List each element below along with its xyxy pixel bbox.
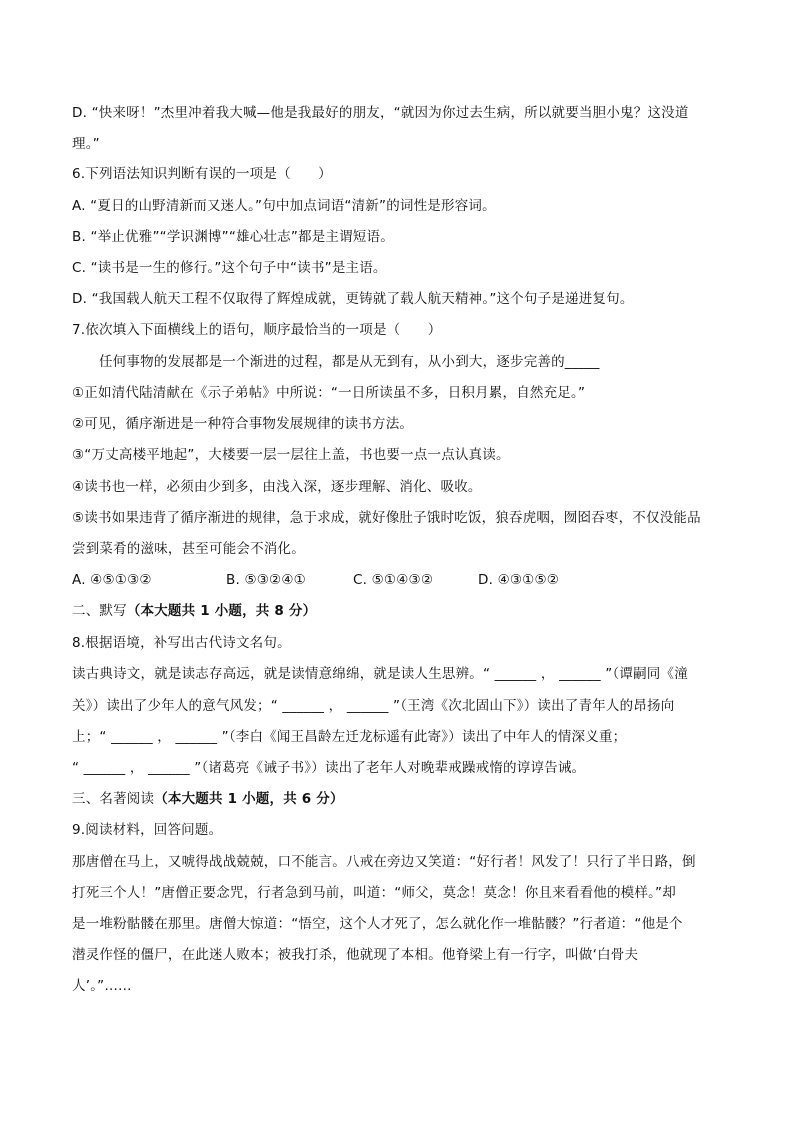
section-2-heading	[72, 601, 316, 621]
q7-sentence-5-line1: ⑤读书如果违背了循序渐进的规律，急于求成，就好像肚子饿时吃饭，狼吞虎咽，囫囵吞枣，不仅没能品	[72, 510, 701, 526]
section-3-title: 三、名著阅读	[72, 791, 155, 807]
q6-option-d: D. “我国载人航天工程不仅取得了辉煌成就，更铸就了载人航天精神。”这个句子是递进复句。	[72, 291, 634, 307]
q7-options-row	[72, 570, 559, 590]
q9-passage-line2: 打死三个人！”唐僧正要念咒，行者急到马前，叫道：“师父，莫念！莫念！你且来看看他的模样。”却	[72, 885, 676, 901]
q8-line2: 关》）读出了少年人的意气风发；“ ______ ， ______ ”（王湾《次北固山下》）读出了青年人的昂扬向	[72, 698, 675, 714]
q5-option-d-line1: D. “快来呀！”杰里冲着我大喊—他是我最好的朋友，“就因为你过去生病，所以就要当胆小鬼？这没道	[72, 105, 689, 121]
q9-passage-line3: 是一堆粉骷髅在那里。唐僧大惊道：“悟空，这个人才死了，怎么就化作一堆骷髅？”行者道：“他是个	[72, 916, 683, 932]
q7-sentence-2: ②可见，循序渐进是一种符合事物发展规律的读书方法。	[72, 416, 414, 432]
q7-option-b: B. ⑤③②④①	[226, 572, 306, 588]
q7-option-a: A. ④⑤①③②	[72, 572, 152, 588]
section-2-title: 二、默写	[72, 603, 127, 619]
q6-option-c: C. “读书是一生的修行。”这个句子中“读书”是主语。	[72, 260, 387, 276]
q7-sentence-5-line2: 尝到菜肴的滋味，甚至可能会不消化。	[72, 541, 305, 557]
q7-option-c: C. ⑤①④③②	[353, 572, 434, 588]
q7-option-d: D. ④③①⑤②	[478, 572, 560, 588]
q9-passage-line5: 人’。”……	[72, 978, 132, 994]
q5-option-d-line2: 理。”	[72, 136, 100, 152]
q7-sentence-4: ④读书也一样，必须由少到多，由浅入深，逐步理解、消化、吸收。	[72, 479, 482, 495]
q7-sentence-1: ①正如清代陆清献在《示子弟帖》中所说：“一日所读虽不多，日积月累，自然充足。”	[72, 385, 586, 401]
q9-passage-line1: 那唐僧在马上，又唬得战战兢兢，口不能言。八戒在旁边又笑道：“好行者！风发了！只行了半日路，倒	[72, 854, 696, 870]
q6-option-b: B. “举止优雅”“学识渊博”“雄心壮志”都是主谓短语。	[72, 229, 394, 245]
section-2-note: （本大题共 1 小题，共 8 分）	[126, 603, 317, 619]
q8-line3: 上；“ ______ ， ______ ”（李白《闻王昌龄左迁龙标遥有此寄》）读出了中年人的情深义重；	[72, 729, 627, 745]
q8-stem: 8.根据语境，补写出古代诗文名句。	[72, 635, 291, 651]
section-3-note: （本大题共 1 小题，共 6 分）	[154, 791, 344, 807]
q6-option-a: A. “夏日的山野清新而又迷人。”句中加点词语“清新”的词性是形容词。	[72, 198, 496, 214]
q6-stem: 6.下列语法知识判断有误的一项是（ ）	[72, 166, 332, 182]
q7-passage: 任何事物的发展都是一个渐进的过程，都是从无到有，从小到大，逐步完善的_____	[99, 354, 600, 370]
section-3-heading	[72, 789, 344, 809]
q7-sentence-3: ③“万丈高楼平地起”，大楼要一层一层往上盖，书也要一点一点认真读。	[72, 447, 510, 463]
q9-passage-line4: 潜灵作怪的僵尸，在此迷人败本；被我打杀，他就现了本相。他脊梁上有一行字，叫做‘白骨夫	[72, 947, 639, 963]
q7-stem: 7.依次填入下面横线上的语句，顺序最恰当的一项是（ ）	[72, 322, 442, 338]
q8-line4: “ ______ ， ______ ”（诸葛亮《诫子书》）读出了老年人对晚辈戒躁戒惰的谆谆告诫。	[72, 760, 586, 776]
q8-line1: 读古典诗文，就是读志存高远，就是读情意绵绵，就是读人生思辨。“ ______ ， ______ ”（谭嗣同《潼	[72, 666, 688, 682]
q9-stem: 9.阅读材料，回答问题。	[72, 822, 223, 838]
